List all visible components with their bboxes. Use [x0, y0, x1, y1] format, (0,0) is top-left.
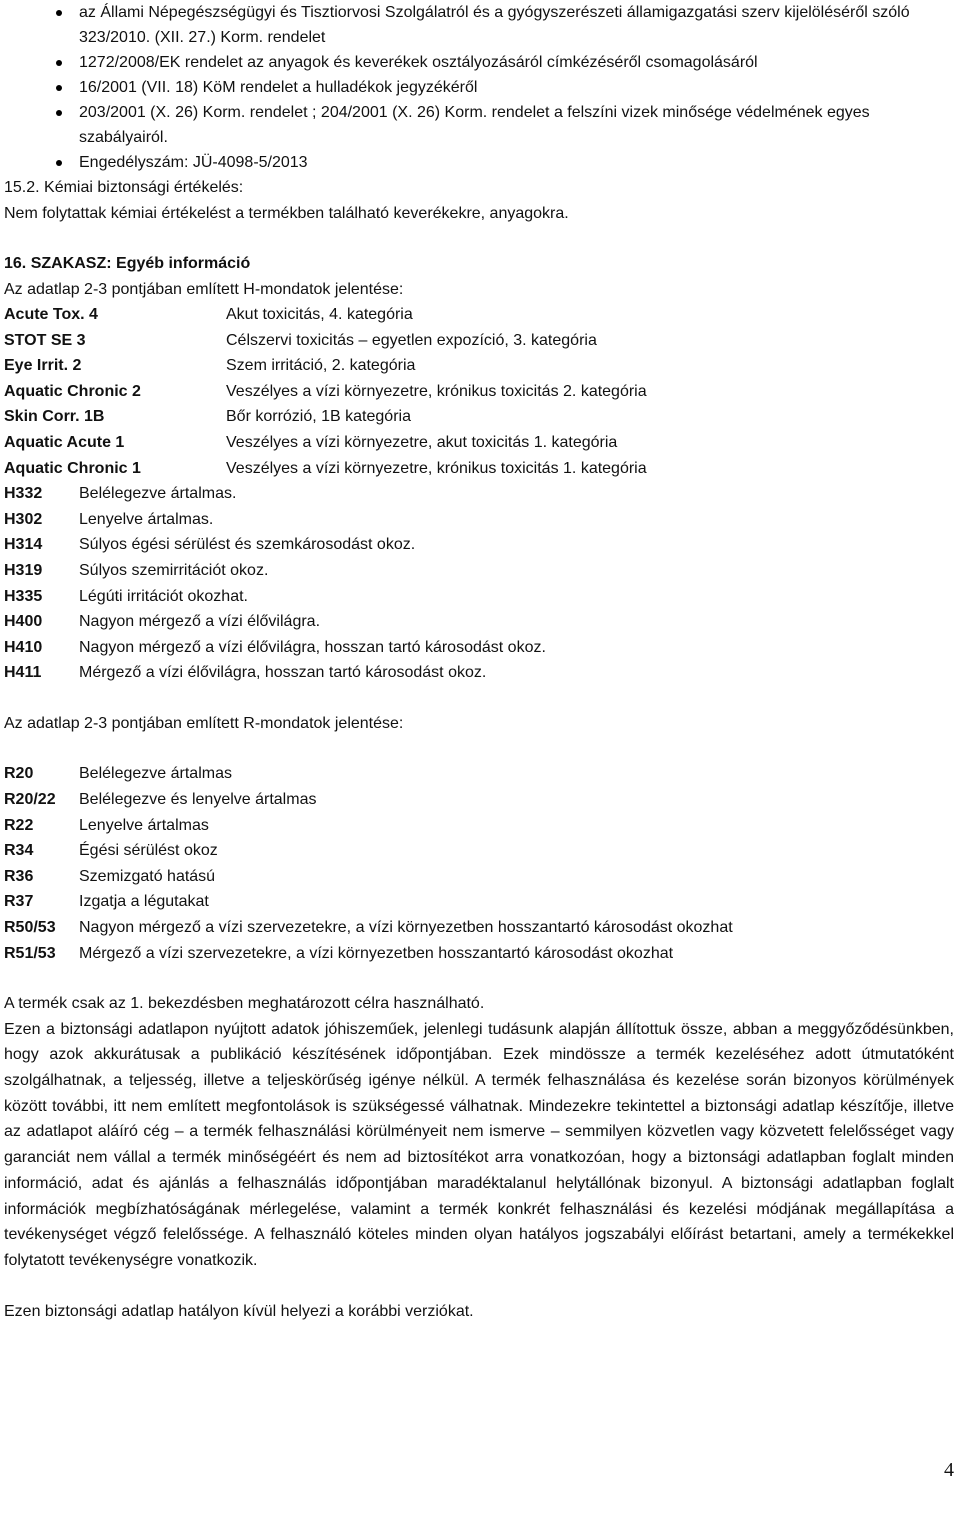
section-15-2-heading: 15.2. Kémiai biztonsági értékelés:: [4, 179, 244, 196]
table-row: [4, 660, 954, 686]
h-code: H400: [4, 613, 43, 631]
section-16-title: 16. SZAKASZ: Egyéb információ: [4, 255, 251, 272]
hazard-class-text: Akut toxicitás, 4. kategória: [226, 306, 413, 323]
r-code: R20/22: [4, 791, 56, 808]
disclaimer-paragraph: Ezen a biztonsági adatlapon nyújtott adatok jóhiszeműek, jelenlegi tudásunk alapján állítottuk össze, abban a meggyőződésünkben, hogy azok akkurátusak a publikáció készítésének időpontjában. Ezek mindössze a termék kezeléséhez adott útmutatóként szolgálhatnak, a teljesség, illetve a teljeskörűség igénye nélkül. A termék felhasználása és kezelése során bizonyos körülmények között további, itt nem említett megfontolások is szükségessé válhatnak. Mindezekre tekintettel a biztonsági adatlap készítője, illetve az adatlapot aláíró cég – a termék felhasználási körülményeit nem ismerve – semmilyen közvetlen vagy közvetett felelősséget vagy garanciát nem vállal a termék minőségéért és nem ad biztosítékot arra vonatkozóan, hogy a biztonsági adatlapban foglalt minden információ, adat és ajánlás a felhasználás időpontjában maradéktalanul helytállónak bizonyul. A biztonsági adatlapban foglalt információk megbízhatóságának mérlegelése, valamint a termék konkrét felhasználási és kezelési módjának megállapítása a tevékenységet végző felelőssége. A felhasználó köteles minden olyan hatályos jogszabályi előírást betartani, amely a termékekkel folytatott tevékenységre vonatkozik.: [4, 1020, 954, 1269]
h-text: Súlyos égési sérülést és szemkárosodást okoz.: [79, 536, 416, 554]
r-code: R36: [4, 867, 34, 885]
table-row: [4, 838, 954, 864]
list-item: Engedélyszám: JÜ-4098-5/2013: [4, 150, 954, 175]
hazard-class-text: Veszélyes a vízi környezetre, krónikus toxicitás 2. kategória: [226, 382, 647, 400]
r-statements-intro: Az adatlap 2-3 pontjában említett R-mondatok jelentése:: [4, 714, 404, 732]
h-text: Súlyos szemirritációt okoz.: [79, 561, 269, 579]
r-statement-list: [4, 761, 954, 966]
table-row: [4, 787, 954, 813]
list-item: az Állami Népegészségügyi és Tisztiorvosi Szolgálatról és a gyógyszerészeti államigazgatási szerv kijelöléséről szóló 323/2010. (XII. 27.) Korm. rendelet: [4, 0, 954, 50]
hazard-class-code: Aquatic Acute 1: [4, 433, 125, 451]
table-row: [4, 353, 954, 379]
section-15-2-text: Nem folytattak kémiai értékelést a termékben található keverékekre, anyagokra.: [4, 204, 569, 222]
hazard-class-code: STOT SE 3: [4, 331, 86, 349]
list-item: 203/2001 (X. 26) Korm. rendelet ; 204/2001 (X. 26) Korm. rendelet a felszíni vizek minősége védelmének egyes szabályairól.: [4, 100, 954, 150]
r-code: R20: [4, 765, 34, 783]
h-code: H332: [4, 485, 43, 503]
supersede-note: Ezen biztonsági adatlap hatályon kívül helyezi a korábbi verziókat.: [4, 1302, 474, 1320]
table-row: [4, 761, 954, 787]
hazard-class-text: Célszervi toxicitás – egyetlen expozíció, 3. kategória: [226, 331, 597, 349]
table-row: [4, 635, 954, 661]
h-statement-list: [4, 481, 954, 686]
h-text: Nagyon mérgező a vízi élővilágra, hosszan tartó károsodást okoz.: [79, 638, 546, 656]
table-row: [4, 481, 954, 507]
r-text: Nagyon mérgező a vízi szervezetekre, a vízi környezetben hosszantartó károsodást okozhat: [79, 918, 733, 936]
table-row: [4, 864, 954, 890]
hazard-class-text: Bőr korrózió, 1B kategória: [226, 408, 411, 426]
page-number: 4: [944, 1459, 954, 1481]
h-text: Légúti irritációt okozhat.: [79, 587, 248, 605]
r-text: Belélegezve ártalmas: [79, 765, 232, 783]
h-text: Belélegezve ártalmas.: [79, 485, 237, 503]
hazard-class-code: Aquatic Chronic 1: [4, 459, 141, 477]
hazard-class-text: Szem irritáció, 2. kategória: [226, 357, 416, 375]
h-code: H319: [4, 561, 43, 579]
table-row: [4, 941, 954, 967]
table-row: [4, 404, 954, 430]
r-code: R50/53: [4, 918, 56, 936]
h-text: Mérgező a vízi élővilágra, hosszan tartó károsodást okoz.: [79, 664, 487, 682]
r-text: Égési sérülést okoz: [79, 842, 218, 860]
r-code: R37: [4, 893, 34, 911]
document-page: [4, 0, 954, 1324]
h-code: H302: [4, 510, 43, 528]
r-code: R22: [4, 816, 34, 834]
h-code: H410: [4, 638, 43, 656]
h-statements-intro: Az adatlap 2-3 pontjában említett H-mondatok jelentése:: [4, 280, 404, 298]
table-row: [4, 430, 954, 456]
regulation-list: [4, 0, 954, 175]
h-code: H411: [4, 664, 42, 682]
list-item: 1272/2008/EK rendelet az anyagok és keverékek osztályozásáról címkézéséről csomagolásáról: [4, 50, 954, 75]
table-row: [4, 558, 954, 584]
list-item: 16/2001 (VII. 18) KöM rendelet a hulladékok jegyzékéről: [4, 75, 954, 100]
hazard-class-code: Eye Irrit. 2: [4, 357, 82, 375]
r-text: Szemizgató hatású: [79, 867, 216, 885]
table-row: [4, 584, 954, 610]
h-code: H314: [4, 536, 43, 554]
h-code: H335: [4, 587, 43, 605]
r-text: Lenyelve ártalmas: [79, 816, 209, 834]
r-text: Izgatja a légutakat: [79, 893, 209, 911]
r-code: R51/53: [4, 944, 56, 962]
table-row: [4, 889, 954, 915]
r-code: R34: [4, 842, 34, 860]
hazard-class-code: Aquatic Chronic 2: [4, 382, 141, 400]
table-row: [4, 507, 954, 533]
r-text: Belélegezve és lenyelve ártalmas: [79, 791, 317, 808]
table-row: [4, 456, 954, 482]
table-row: [4, 302, 954, 328]
hazard-class-text: Veszélyes a vízi környezetre, krónikus toxicitás 1. kategória: [226, 459, 647, 477]
usage-note: A termék csak az 1. bekezdésben meghatározott célra használható.: [4, 995, 485, 1013]
h-text: Nagyon mérgező a vízi élővilágra.: [79, 613, 321, 631]
table-row: [4, 532, 954, 558]
hazard-class-table: [4, 302, 954, 481]
table-row: [4, 609, 954, 635]
table-row: [4, 813, 954, 839]
table-row: [4, 915, 954, 941]
hazard-class-text: Veszélyes a vízi környezetre, akut toxicitás 1. kategória: [226, 433, 618, 451]
hazard-class-code: Acute Tox. 4: [4, 306, 98, 323]
r-text: Mérgező a vízi szervezetekre, a vízi környezetben hosszantartó károsodást okozhat: [79, 944, 674, 962]
h-text: Lenyelve ártalmas.: [79, 510, 214, 528]
hazard-class-code: Skin Corr. 1B: [4, 408, 105, 426]
table-row: [4, 328, 954, 354]
table-row: [4, 379, 954, 405]
